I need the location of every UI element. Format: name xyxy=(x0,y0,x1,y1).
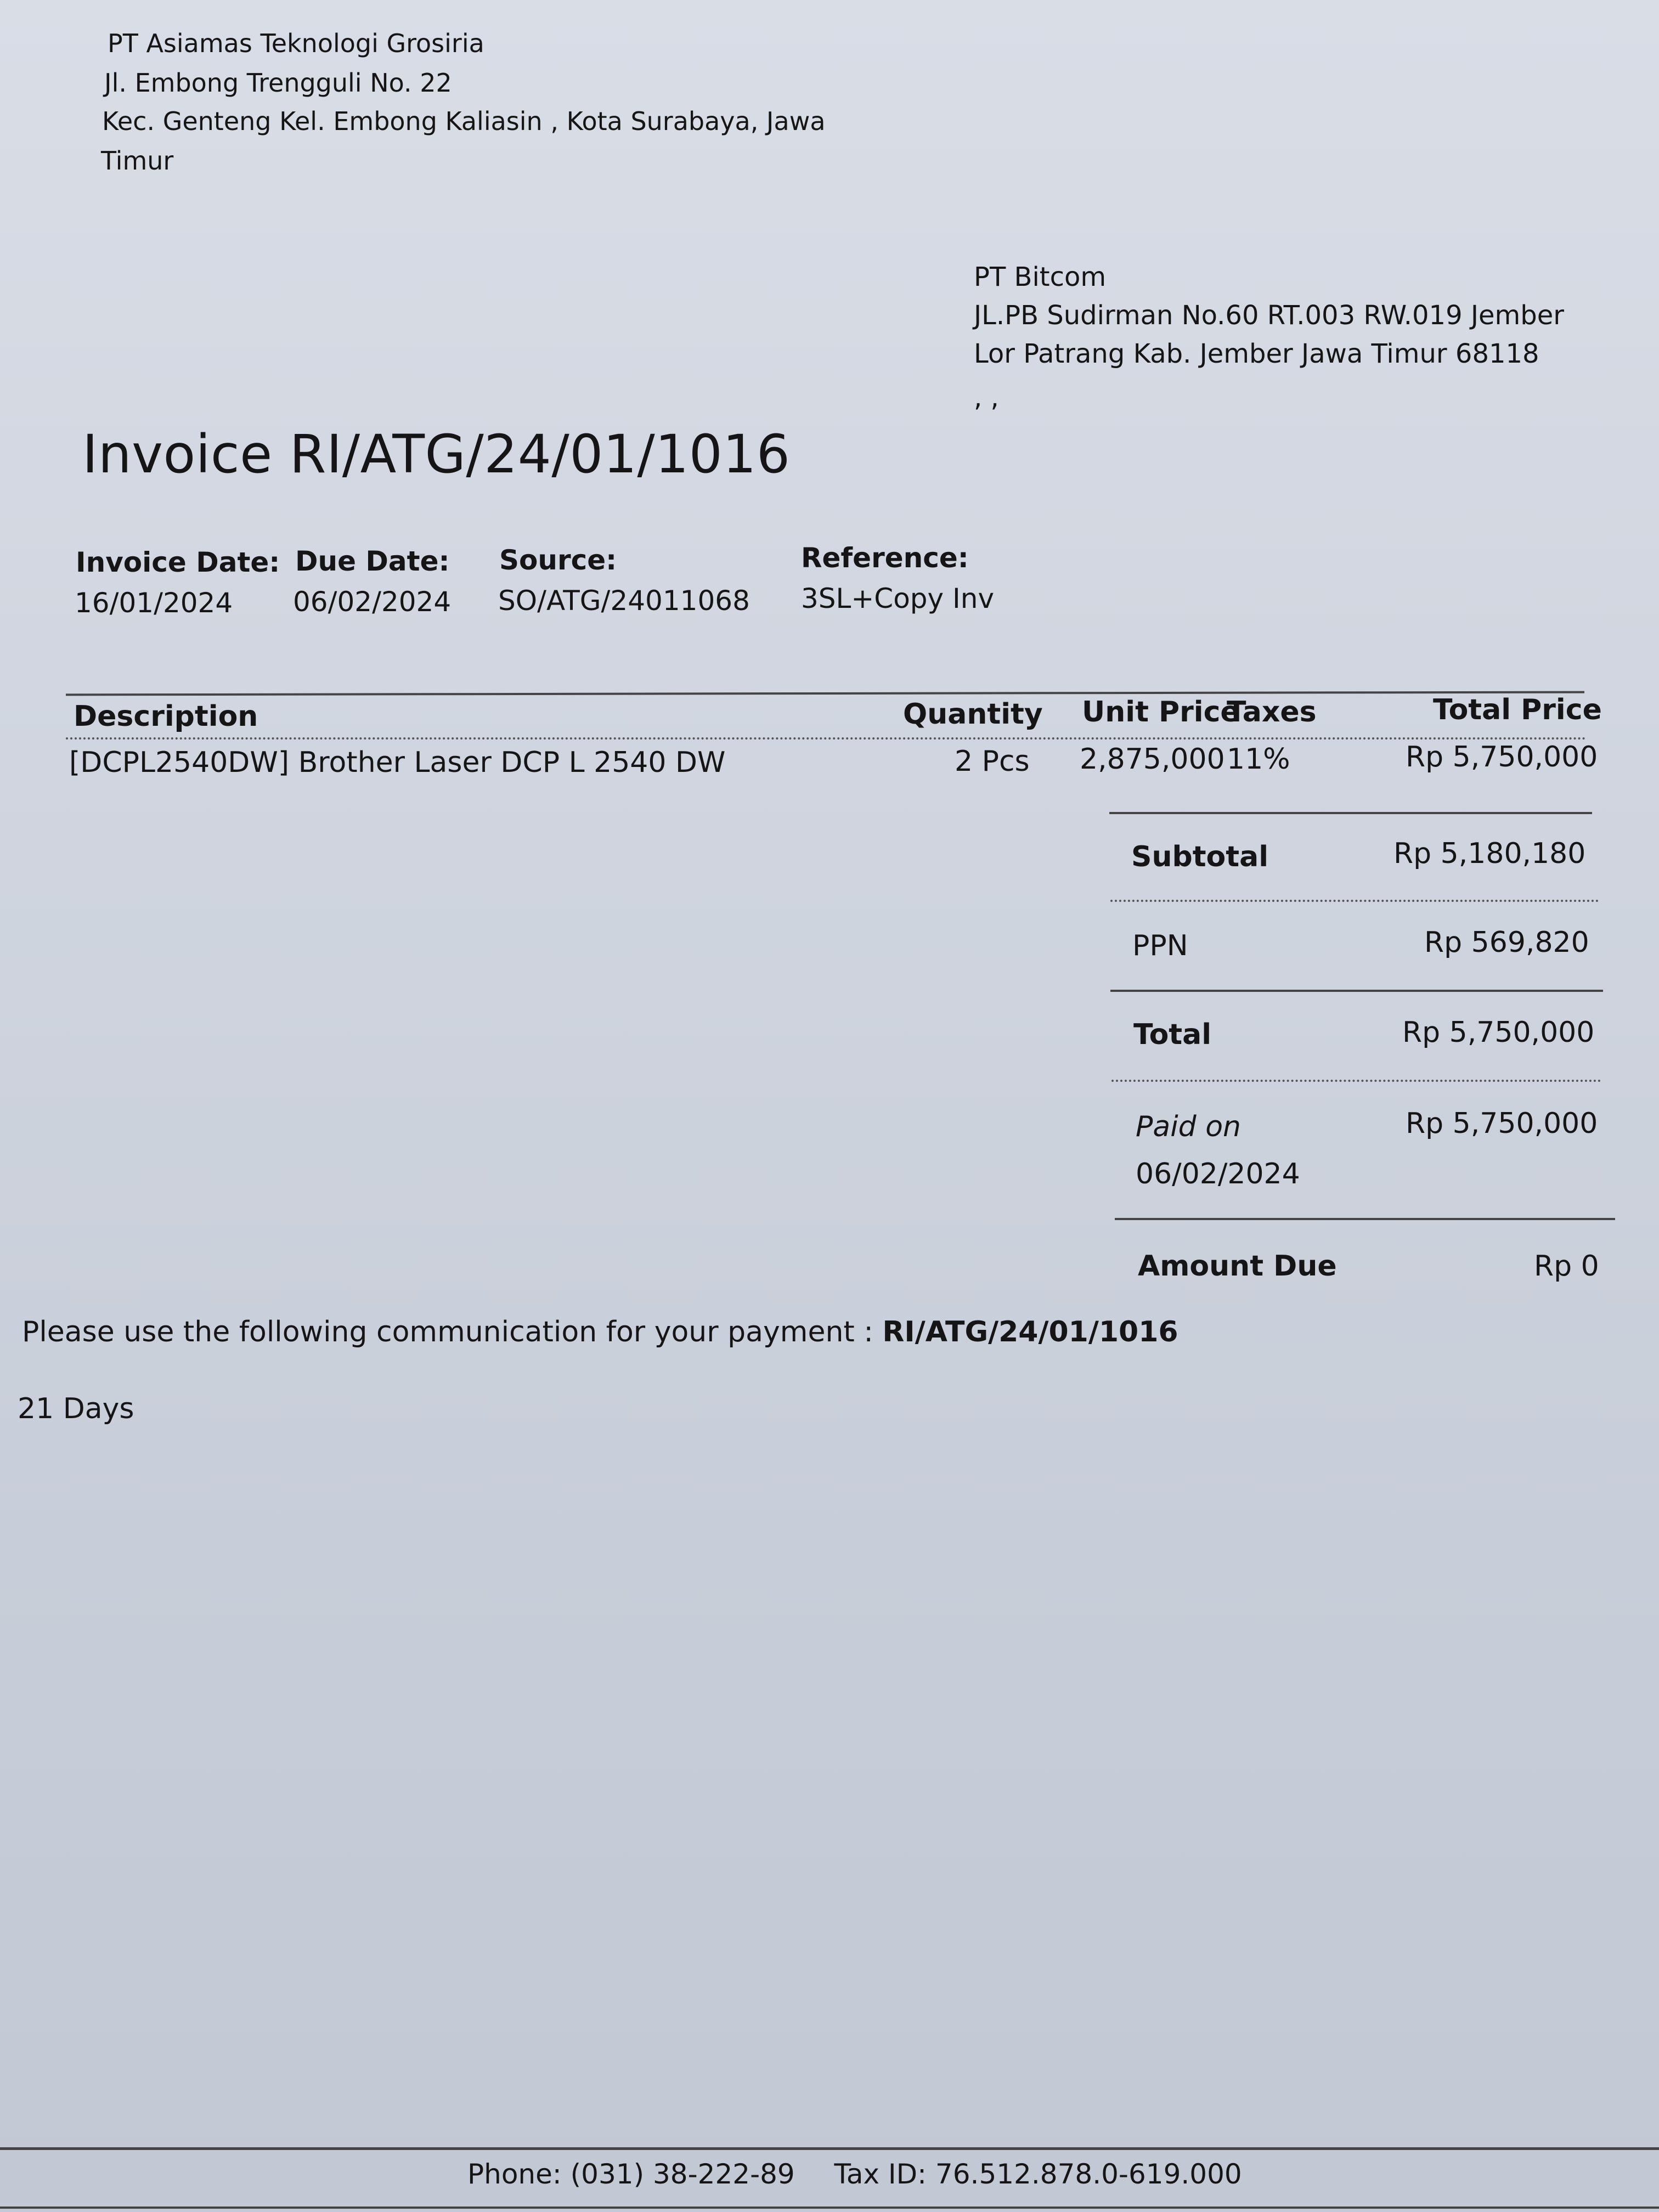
due-date-label: Due Date: xyxy=(295,545,450,577)
subtotal-label: Subtotal xyxy=(1131,840,1269,873)
paid-on-label: Paid on xyxy=(1136,1110,1241,1143)
company-address-line3: Timur xyxy=(101,146,174,176)
paid-on-date: 06/02/2024 xyxy=(1136,1158,1300,1190)
paid-amount: Rp 5,750,000 xyxy=(1406,1107,1598,1140)
table-top-rule xyxy=(66,691,1584,696)
footer-phone: Phone: (031) 38-222-89 xyxy=(467,2158,795,2190)
header-taxes: Taxes xyxy=(1227,696,1317,729)
due-date: 06/02/2024 xyxy=(293,586,452,618)
payment-communication xyxy=(22,1316,1178,1348)
footer-bottom-rule xyxy=(0,2207,1659,2209)
ppn-value: Rp 569,820 xyxy=(1424,926,1589,959)
row-description: [DCPL2540DW] Brother Laser DCP L 2540 DW xyxy=(69,746,726,779)
totals-rule-2 xyxy=(1110,900,1599,902)
amount-due-value: Rp 0 xyxy=(1534,1250,1599,1283)
source-label: Source: xyxy=(499,544,617,576)
source-value: SO/ATG/24011068 xyxy=(498,585,750,617)
company-name: PT Asiamas Teknologi Grosiria xyxy=(108,29,484,58)
footer-contact xyxy=(467,2158,1242,2190)
reference-value: 3SL+Copy Inv xyxy=(801,583,995,614)
header-description: Description xyxy=(74,700,258,733)
row-quantity: 2 Pcs xyxy=(955,745,1030,778)
customer-name: PT Bitcom xyxy=(974,262,1107,292)
header-unit-price: Unit Price xyxy=(1082,696,1240,729)
total-value: Rp 5,750,000 xyxy=(1402,1016,1595,1049)
customer-address-line2: Lor Patrang Kab. Jember Jawa Timur 68118 xyxy=(974,338,1539,369)
ppn-label: PPN xyxy=(1132,929,1188,962)
row-unit-price: 2,875,000 xyxy=(1080,743,1225,776)
invoice-date: 16/01/2024 xyxy=(75,587,233,619)
company-address-line2: Kec. Genteng Kel. Embong Kaliasin , Kota Surabaya, Jawa xyxy=(102,106,826,136)
customer-address-line1: JL.PB Sudirman No.60 RT.003 RW.019 Jember xyxy=(974,300,1565,331)
customer-address-line3: , , xyxy=(974,382,999,413)
row-total-price: Rp 5,750,000 xyxy=(1406,741,1598,774)
header-total-price: Total Price xyxy=(1433,693,1602,726)
row-taxes: 11% xyxy=(1227,743,1290,776)
invoice-date-label: Invoice Date: xyxy=(76,546,280,578)
total-label: Total xyxy=(1133,1018,1212,1051)
payment-message: Please use the following communication for your payment : xyxy=(22,1316,873,1348)
footer-rule xyxy=(0,2147,1659,2150)
totals-rule-4 xyxy=(1111,1080,1601,1082)
totals-rule-3 xyxy=(1110,990,1603,992)
company-address-line1: Jl. Embong Trengguli No. 22 xyxy=(104,68,452,98)
totals-rule-1 xyxy=(1109,812,1592,814)
footer-tax-id: Tax ID: 76.512.878.0-619.000 xyxy=(834,2158,1242,2190)
table-header-rule xyxy=(66,737,1587,740)
payment-reference: RI/ATG/24/01/1016 xyxy=(882,1316,1178,1348)
amount-due-label: Amount Due xyxy=(1138,1250,1337,1283)
payment-terms: 21 Days xyxy=(18,1392,134,1425)
totals-rule-5 xyxy=(1115,1218,1615,1220)
header-quantity: Quantity xyxy=(903,698,1043,731)
invoice-title: Invoice RI/ATG/24/01/1016 xyxy=(82,424,791,485)
reference-label: Reference: xyxy=(801,542,969,574)
subtotal-value: Rp 5,180,180 xyxy=(1393,837,1586,870)
